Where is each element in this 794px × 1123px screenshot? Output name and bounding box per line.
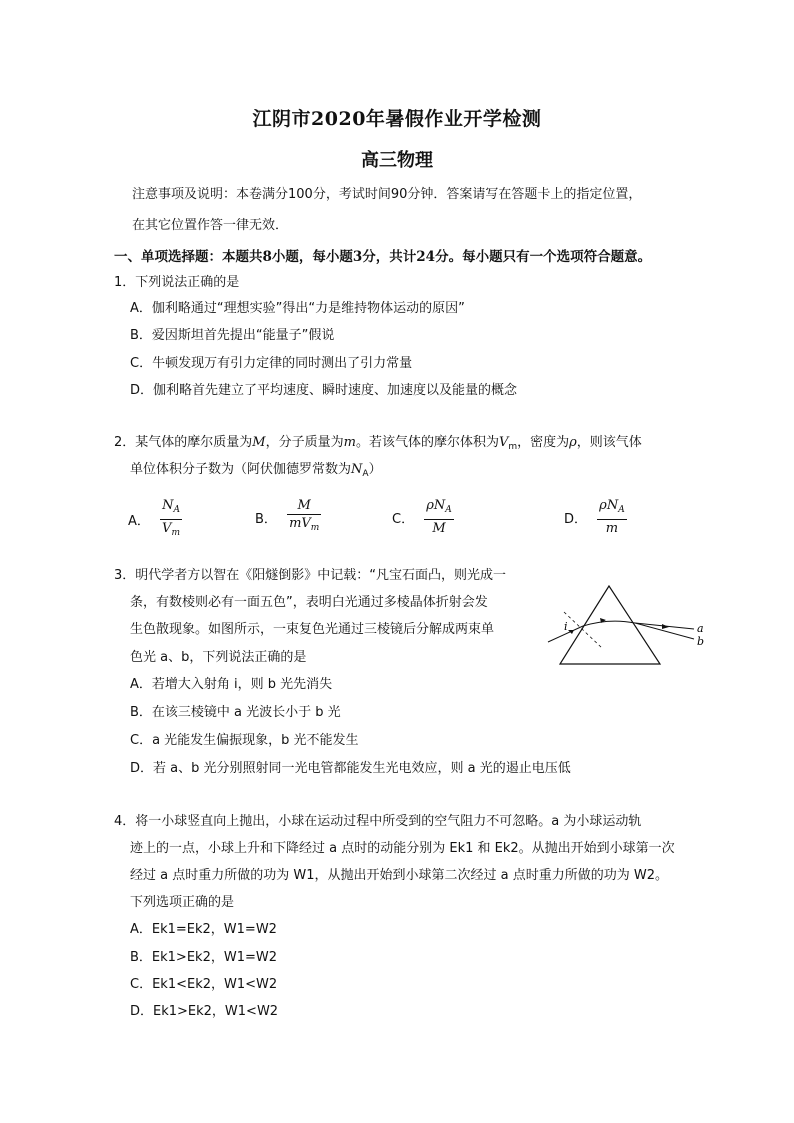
q2-text: ，则该气体 <box>576 435 642 450</box>
frac-num: N <box>606 498 619 513</box>
q2-var-V-sub: m <box>508 442 518 452</box>
q2-option-c <box>392 497 454 537</box>
page-subtitle: 高三物理 <box>361 150 433 171</box>
q3-option-a: A．若增大入射角 i，则 b 光先消失 <box>130 677 333 692</box>
label-b: b <box>697 635 705 648</box>
q2-text: 2．某气体的摩尔质量为 <box>114 435 253 450</box>
frac-num-sub: A <box>618 505 625 515</box>
q4-stem-line1: 4．将一小球竖直向上抛出，小球在运动过程中所受到的空气阻力不可忽略。a 为小球运动轨 <box>114 814 642 829</box>
fraction <box>287 497 321 537</box>
frac-num-sub: A <box>445 505 452 515</box>
q4-option-c: C．Ek1<Ek2，W1<W2 <box>130 977 278 992</box>
q2-var-M: M <box>252 435 266 450</box>
notice-line-2: 在其它位置作答一律无效． <box>132 218 289 233</box>
q4-option-a: A．Ek1=Ek2，W1=W2 <box>130 922 277 937</box>
q4-option-d: D．Ek1>Ek2，W1<W2 <box>130 1004 279 1019</box>
q2-text: 单位体积分子数为（阿伏伽德罗常数为 <box>130 462 352 477</box>
q3-stem-line2: 条，有数棱则必有一面五色”，表明白光通过多棱晶体折射会发 <box>130 595 488 610</box>
q2-var-V: V <box>498 435 509 450</box>
refracted-ray <box>583 621 635 626</box>
frac-num: M <box>297 498 311 513</box>
q2-stem-line2 <box>130 461 382 483</box>
fraction <box>597 497 627 537</box>
frac-den: V <box>162 521 172 536</box>
q2-option-label: C． <box>392 511 415 527</box>
q4-stem-line3: 经过 a 点时重力所做的功为 W1，从抛出开始到小球第二次经过 a 点时重力所做的功为 W2。 <box>130 868 668 883</box>
frac-den-sub: m <box>310 523 320 533</box>
q2-text: ，密度为 <box>517 435 570 450</box>
label-i: i <box>564 620 568 633</box>
q2-option-d <box>564 497 627 537</box>
q4-stem-line4: 下列选项正确的是 <box>130 895 235 910</box>
frac-num-pre: ρ <box>599 498 607 513</box>
frac-den: m <box>605 521 619 536</box>
frac-num-pre: ρ <box>426 498 434 513</box>
q3-stem-line1: 3．明代学者方以智在《阳燧倒影》中记载：“凡宝石面凸，则光成一 <box>114 568 507 583</box>
q2-option-a <box>128 497 182 542</box>
frac-den-sub: m <box>171 528 180 538</box>
q2-var-rho: ρ <box>569 435 577 450</box>
prism-triangle <box>560 586 660 664</box>
q2-option-label: B． <box>255 511 277 527</box>
q2-var-m: m <box>343 435 356 450</box>
q4-stem-line2: 迹上的一点，小球上升和下降经过 a 点时的动能分别为 Ek1 和 Ek2。从抛出开始到小球第一次 <box>130 841 675 856</box>
frac-den-pre: m <box>289 516 302 531</box>
q3-option-d: D．若 a、b 光分别照射同一光电管都能发生光电效应，则 a 光的遏止电压低 <box>130 761 571 776</box>
q3-stem-line3: 生色散现象。如图所示，一束复色光通过三棱镜后分解成两束单 <box>130 622 495 637</box>
q2-var-N: N <box>351 462 363 477</box>
frac-num: N <box>433 498 446 513</box>
section-heading: 一、单项选择题：本题共8小题，每小题3分，共计24分。每小题只有一个选项符合题意。 <box>114 249 652 265</box>
q3-option-b: B．在该三棱镜中 a 光波长小于 b 光 <box>130 705 341 720</box>
q2-text: ，分子质量为 <box>265 435 344 450</box>
q1-option-a: A．伽利略通过“理想实验”得出“力是维持物体运动的原因” <box>130 301 465 316</box>
prism-figure <box>544 578 712 670</box>
q2-option-label: A． <box>128 514 150 529</box>
q1-option-c: C．牛顿发现万有引力定律的同时测出了引力常量 <box>130 356 413 371</box>
q4-option-b: B．Ek1>Ek2，W1=W2 <box>130 950 277 965</box>
q3-option-c: C．a 光能发生偏振现象，b 光不能发生 <box>130 733 359 748</box>
page-title: 江阴市2020年暑假作业开学检测 <box>252 108 542 130</box>
frac-num: N <box>162 498 174 513</box>
q2-text: 。若该气体的摩尔体积为 <box>355 435 499 450</box>
frac-den: M <box>432 521 446 536</box>
q2-var-N-sub: A <box>362 469 369 479</box>
frac-den: V <box>301 516 311 531</box>
notice-line-1: 注意事项及说明：本卷满分100分，考试时间90分钟．答案请写在答题卡上的指定位置， <box>132 187 642 202</box>
q2-text: ） <box>368 462 382 477</box>
q2-stem-line1 <box>114 434 642 456</box>
fraction <box>424 497 454 537</box>
label-a: a <box>697 622 704 635</box>
q2-option-b <box>255 497 321 537</box>
q1-stem: 1．下列说法正确的是 <box>114 275 240 290</box>
q1-option-b: B．爱因斯坦首先提出“能量子”假说 <box>130 328 335 343</box>
frac-num-sub: A <box>173 505 180 515</box>
q3-stem-line4: 色光 a、b，下列说法正确的是 <box>130 650 307 665</box>
q2-option-label: D． <box>564 511 588 527</box>
q1-option-d: D．伽利略首先建立了平均速度、瞬时速度、加速度以及能量的概念 <box>130 383 518 398</box>
fraction <box>160 497 182 542</box>
